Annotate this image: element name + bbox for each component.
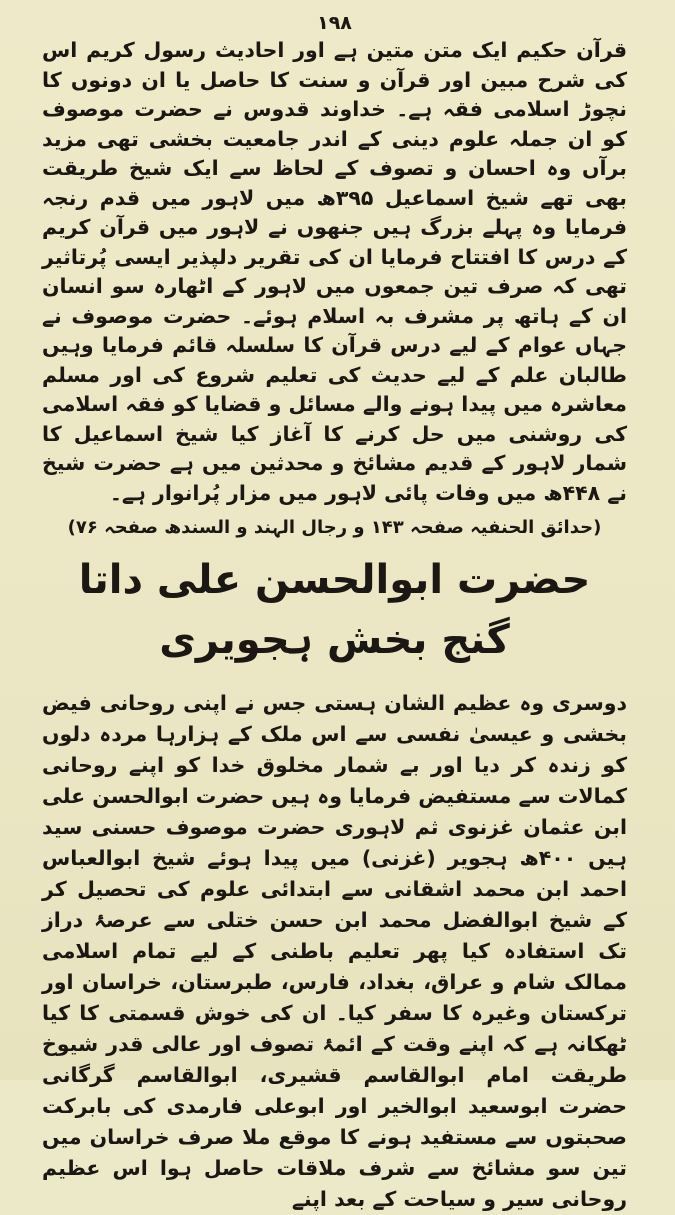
citation: (حدائق الحنفیہ صفحہ ۱۴۳ و رجال الہند و السندھ صفحہ ۷۶)	[67, 517, 602, 538]
section-heading: حضرت ابوالحسن علی داتا گنج بخش ہجویری	[78, 557, 591, 663]
body-paragraph-1: قرآن حکیم ایک متن متین ہے اور احادیث رسول کریم اس کی شرح مبین اور قرآن و سنت کا حاصل یا ان دونوں کا نچوڑ اسلامی فقہ ہے۔ خداوند قدوس نے حضرت موصوف کو ان جملہ علوم دینی کے اندر جامعیت بخشی تھی مزید برآں وہ احسان و تصوف کے لحاظ سے ایک شیخ طریقت بھی تھے شیخ اسماعیل ۳۹۵ھ میں لاہور میں قدم رنجہ فرمایا وہ پہلے بزرگ ہیں جنھوں نے لاہور میں قرآن کریم کے درس کا افتتاح فرمایا ان کی تقریر دلپذیر ایسی پُرتاثیر تھی کہ صرف تین جمعوں میں لاہور کے اٹھارہ سو انسان ان کے ہاتھ پر مشرف بہ اسلام ہوئے۔ حضرت موصوف نے جہاں عوام کے لیے درس قرآن کا سلسلہ قائم فرمایا وہیں طالبان علم کے لیے حدیث کی تعلیم شروع کی اور مسلم معاشرہ میں پیدا ہونے والے مسائل و قضایا کو فقہ اسلامی کی روشنی میں حل کرنے کا آغاز کیا شیخ اسماعیل کا شمار لاہور کے قدیم مشائخ و محدثین میں ہے حضرت شیخ نے ۴۴۸ھ میں وفات پائی لاہور میں مزار پُرانوار ہے۔	[42, 38, 627, 505]
page-number: ۱۹۸	[317, 12, 352, 34]
body-paragraph-2: دوسری وہ عظیم الشان ہستی جس نے اپنی روحانی فیض بخشی و عیسیٰ نفسی سے اس ملک کے ہزارہا مردہ دلوں کو زندہ کر دیا اور بے شمار مخلوق خدا کو اپنے روحانی کمالات سے مستفیض فرمایا وہ ہیں حضرت ابوالحسن علی ابن عثمان غزنوی ثم لاہوری حضرت موصوف حسنی سید ہیں ۴۰۰ھ ہجویر (غزنی) میں پیدا ہوئے شیخ ابوالعباس احمد ابن محمد اشقانی سے ابتدائی علوم کی تحصیل کر کے شیخ ابوالفضل محمد ابن حسن ختلی سے عرصۂ دراز تک استفادہ کیا پھر تعلیم باطنی کے لیے تمام اسلامی ممالک شام و عراق، بغداد، فارس، طبرستان، خراسان اور ترکستان وغیرہ کا سفر کیا۔ ان کی خوش قسمتی کا کیا ٹھکانہ ہے کہ اپنے وقت کے ائمۂ تصوف اور عالی قدر شیوخ طریقت امام ابوالقاسم قشیری، ابوالقاسم گرگانی حضرت ابوسعید ابوالخیر اور ابوعلی فارمدی کی بابرکت صحبتوں سے مستفید ہونے کا موقع ملا صرف خراسان میں تین سو مشائخ سے شرف ملاقات حاصل ہوا اس عظیم روحانی سیر و سیاحت کے بعد اپنے	[42, 691, 627, 1211]
